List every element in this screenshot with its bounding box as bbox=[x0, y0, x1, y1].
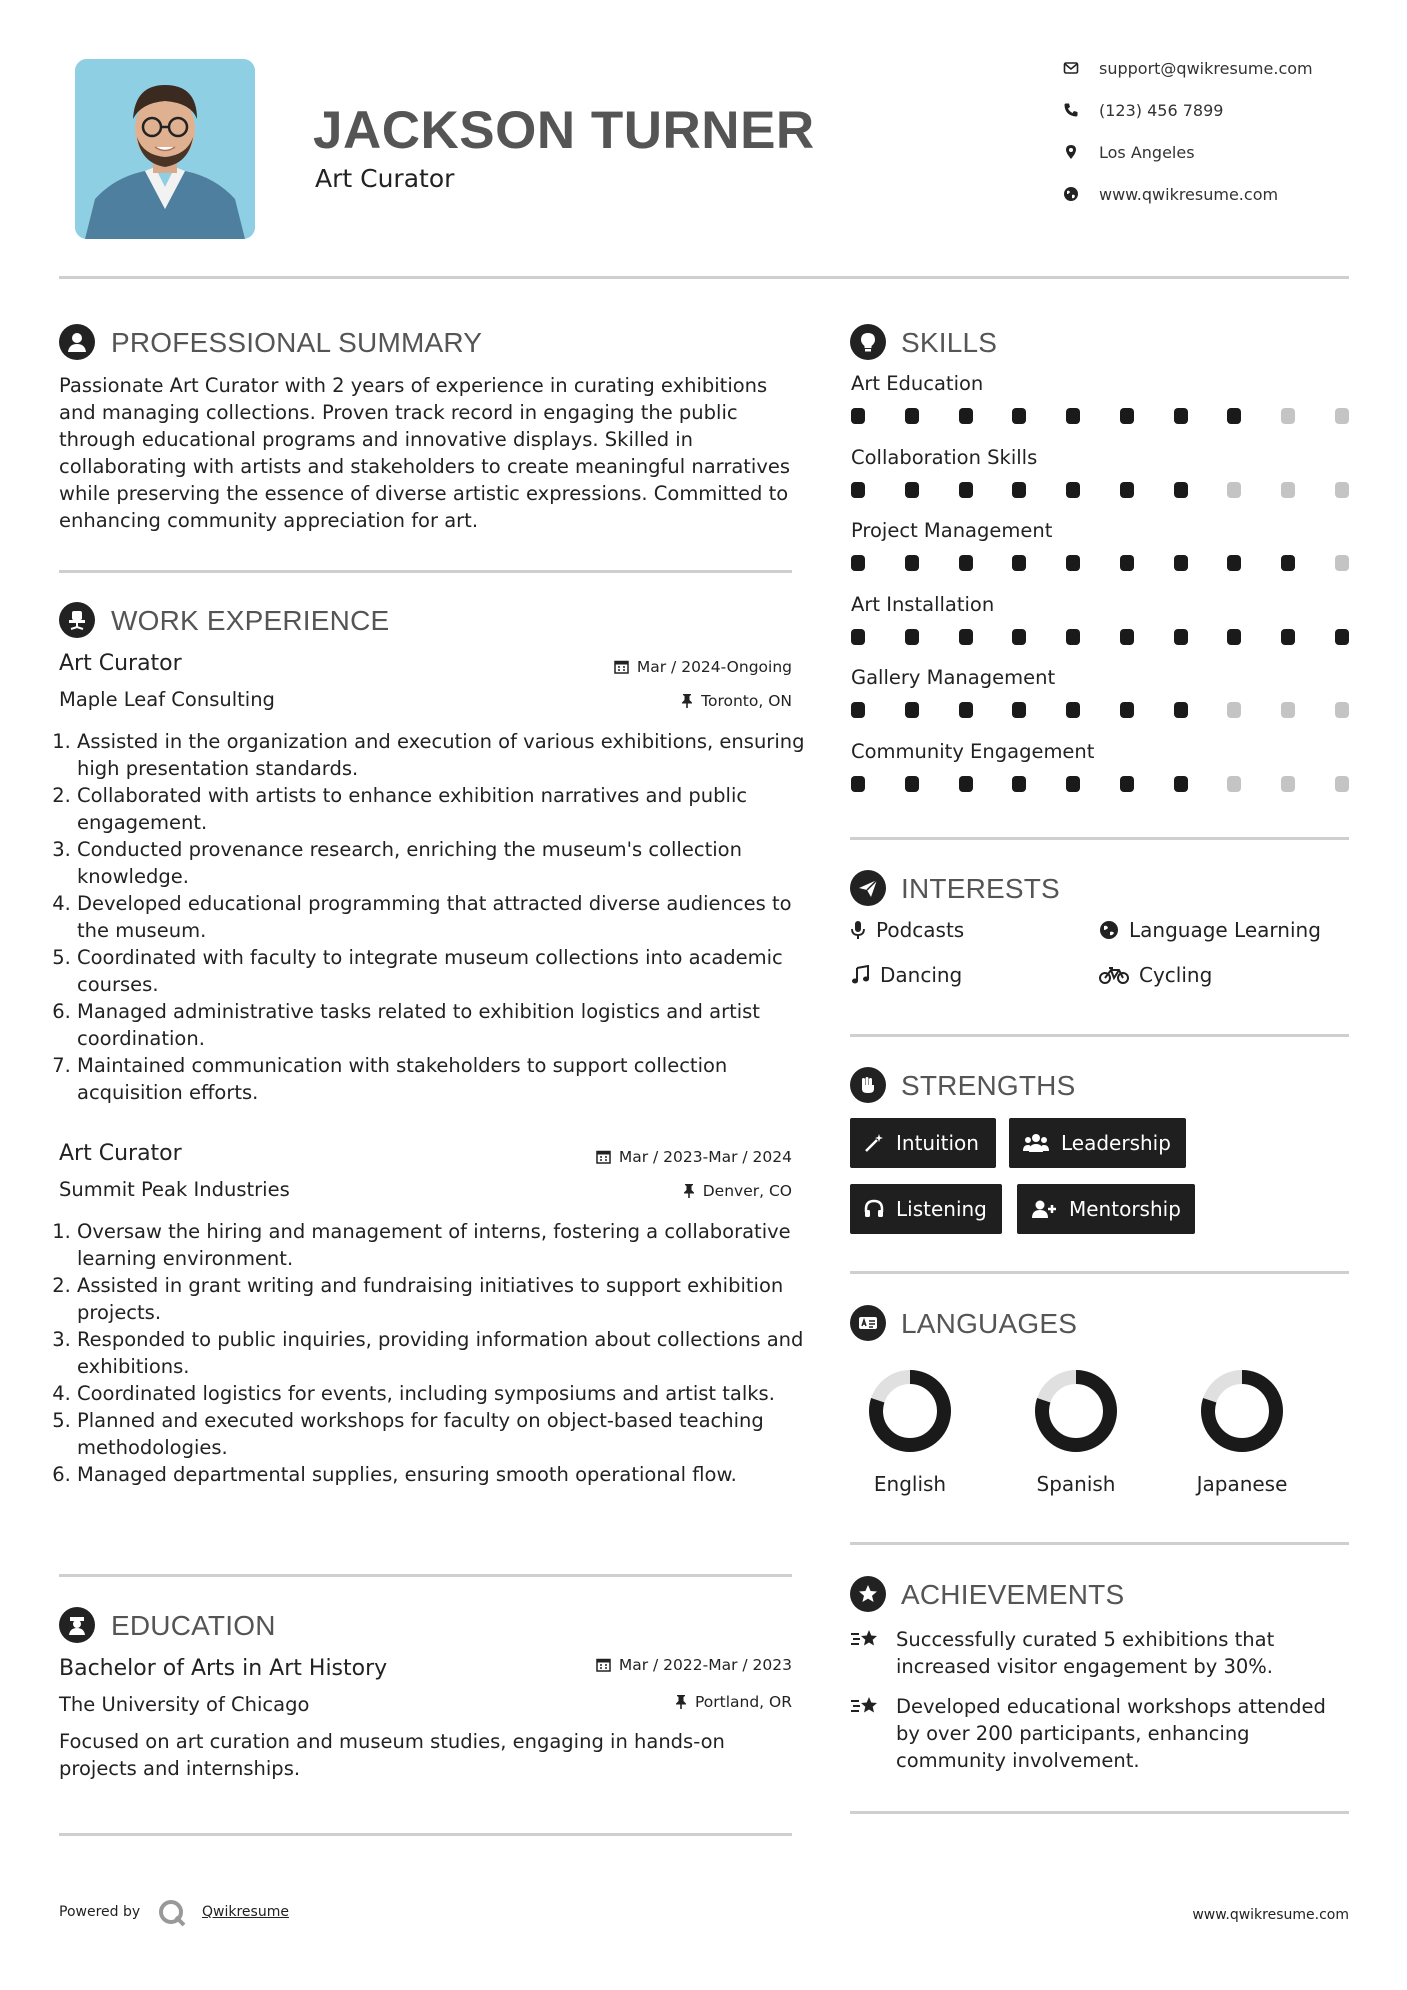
lightbulb-icon bbox=[850, 324, 886, 360]
footer-url[interactable]: www.qwikresume.com bbox=[1192, 1907, 1349, 1923]
summary-divider bbox=[59, 570, 792, 573]
skill-rating bbox=[851, 702, 1349, 718]
qwikresume-link[interactable]: Qwikresume bbox=[202, 1904, 289, 1920]
languages-divider bbox=[850, 1542, 1349, 1545]
rating-dot-empty bbox=[1281, 408, 1295, 424]
header-divider bbox=[59, 276, 1349, 279]
user-plus-icon bbox=[1031, 1199, 1057, 1219]
rating-dot-filled bbox=[1174, 408, 1188, 424]
rating-dot-empty bbox=[1227, 702, 1241, 718]
rating-dot-filled bbox=[1227, 408, 1241, 424]
languages-heading: LANGUAGES bbox=[901, 1308, 1078, 1339]
interests-divider bbox=[850, 1034, 1349, 1037]
list-item: 1. Oversaw the hiring and management of interns, fostering a collaborative learning environment. bbox=[77, 1218, 812, 1272]
calendar-icon bbox=[614, 659, 629, 674]
contact-location-text: Los Angeles bbox=[1099, 143, 1195, 162]
education-dates bbox=[540, 1656, 792, 1674]
job-1-dates bbox=[560, 658, 792, 676]
raised-fist-icon bbox=[850, 1067, 886, 1103]
user-circle-icon bbox=[59, 324, 95, 360]
list-item: 3. Responded to public inquiries, providing information about collections and exhibitions. bbox=[77, 1326, 812, 1380]
list-item: 6. Managed departmental supplies, ensuring smooth operational flow. bbox=[77, 1461, 812, 1488]
language-proficiency-ring bbox=[1197, 1366, 1287, 1456]
interest-label: Podcasts bbox=[876, 918, 965, 942]
interest-cycling bbox=[1099, 963, 1212, 987]
contact-phone-text: (123) 456 7899 bbox=[1099, 101, 1224, 120]
rating-dot-filled bbox=[1174, 776, 1188, 792]
skill-name: Community Engagement bbox=[851, 740, 1095, 763]
list-item: 6. Managed administrative tasks related to exhibition logistics and artist coordination. bbox=[77, 998, 812, 1052]
powered-by-label: Powered by bbox=[59, 1904, 141, 1920]
rating-dot-filled bbox=[1012, 629, 1026, 645]
list-item: 5. Coordinated with faculty to integrate museum collections into academic courses. bbox=[77, 944, 812, 998]
pushpin-icon bbox=[683, 1183, 695, 1198]
rating-dot-filled bbox=[905, 702, 919, 718]
rating-dot-filled bbox=[905, 555, 919, 571]
education-location-text: Portland, OR bbox=[694, 1693, 792, 1711]
job-2-company: Summit Peak Industries bbox=[59, 1178, 290, 1201]
candidate-title: Art Curator bbox=[315, 164, 455, 193]
skill-rating bbox=[851, 555, 1349, 571]
education-divider bbox=[59, 1833, 792, 1836]
skill-name: Art Installation bbox=[851, 593, 995, 616]
rating-dot-empty bbox=[1335, 555, 1349, 571]
paper-plane-icon bbox=[850, 870, 886, 906]
rating-dot-empty bbox=[1227, 776, 1241, 792]
job-1-location bbox=[560, 692, 792, 710]
rating-dot-filled bbox=[1120, 555, 1134, 571]
rating-dot-filled bbox=[959, 555, 973, 571]
rating-dot-filled bbox=[1174, 702, 1188, 718]
map-pin-icon bbox=[1063, 144, 1079, 160]
rating-dot-filled bbox=[1066, 629, 1080, 645]
bicycle-icon bbox=[1099, 965, 1129, 985]
rating-dot-filled bbox=[1281, 555, 1295, 571]
strength-label: Listening bbox=[896, 1197, 987, 1221]
summary-text: Passionate Art Curator with 2 years of experience in curating exhibitions and managing collections. Proven track record in engaging the public through educational programs and innovative displays. Skilled in collaborating with artists and stakeholders to create meaningful narratives while preserving the essence of diverse artistic expressions. Committed to enhancing community appreciation for art. bbox=[59, 374, 791, 532]
language-name: English bbox=[873, 1472, 947, 1496]
achievements-heading: ACHIEVEMENTS bbox=[901, 1579, 1125, 1610]
interest-language-learning bbox=[1099, 918, 1321, 942]
rating-dot-filled bbox=[905, 776, 919, 792]
list-item: 2. Collaborated with artists to enhance exhibition narratives and public engagement. bbox=[77, 782, 812, 836]
contact-website-text: www.qwikresume.com bbox=[1099, 185, 1279, 204]
strength-label: Mentorship bbox=[1069, 1197, 1181, 1221]
job-2-dates-text: Mar / 2023-Mar / 2024 bbox=[618, 1148, 792, 1166]
rating-dot-filled bbox=[1174, 555, 1188, 571]
list-item: 7. Maintained communication with stakeholders to support collection acquisition efforts. bbox=[77, 1052, 812, 1106]
strength-label: Leadership bbox=[1061, 1131, 1171, 1155]
list-item: 4. Developed educational programming that attracted diverse audiences to the museum. bbox=[77, 890, 812, 944]
rating-dot-filled bbox=[1120, 702, 1134, 718]
interest-label: Cycling bbox=[1139, 963, 1213, 987]
job-2-location bbox=[560, 1182, 792, 1200]
language-proficiency-ring bbox=[865, 1366, 955, 1456]
job-2-dates bbox=[540, 1148, 792, 1166]
strength-listening bbox=[850, 1184, 1002, 1234]
skill-name: Project Management bbox=[851, 519, 1053, 542]
interest-dancing bbox=[850, 963, 962, 987]
achievement-text: Successfully curated 5 exhibitions that increased visitor engagement by 30%. bbox=[896, 1628, 1275, 1678]
language-name: Japanese bbox=[1196, 1472, 1288, 1496]
rating-dot-empty bbox=[1335, 702, 1349, 718]
phone-icon bbox=[1063, 102, 1079, 118]
rating-dot-filled bbox=[905, 482, 919, 498]
strength-leadership bbox=[1009, 1118, 1186, 1168]
rating-dot-filled bbox=[1012, 555, 1026, 571]
education-heading: EDUCATION bbox=[111, 1610, 276, 1641]
rating-dot-filled bbox=[851, 702, 865, 718]
contact-email-text: support@qwikresume.com bbox=[1099, 59, 1313, 78]
candidate-name: JACKSON TURNER bbox=[313, 101, 815, 160]
list-item: 1. Assisted in the organization and execution of various exhibitions, ensuring high presentation standards. bbox=[77, 728, 812, 782]
calendar-icon bbox=[596, 1657, 611, 1672]
skill-rating bbox=[851, 776, 1349, 792]
rating-dot-filled bbox=[1120, 408, 1134, 424]
rating-dot-filled bbox=[851, 629, 865, 645]
education-degree: Bachelor of Arts in Art History bbox=[59, 1656, 388, 1681]
rating-dot-empty bbox=[1335, 776, 1349, 792]
skill-rating bbox=[851, 629, 1349, 645]
interest-label: Language Learning bbox=[1129, 918, 1321, 942]
rating-dot-filled bbox=[959, 629, 973, 645]
rating-dot-filled bbox=[1012, 776, 1026, 792]
strength-label: Intuition bbox=[896, 1131, 979, 1155]
strengths-divider bbox=[850, 1271, 1349, 1274]
rating-dot-filled bbox=[1120, 776, 1134, 792]
job-2-bullets bbox=[59, 1218, 812, 1488]
list-item: 4. Coordinated logistics for events, including symposiums and artist talks. bbox=[77, 1380, 812, 1407]
rating-dot-filled bbox=[1066, 702, 1080, 718]
shooting-star-icon bbox=[850, 1626, 882, 1652]
rating-dot-filled bbox=[959, 776, 973, 792]
job-1-location-text: Toronto, ON bbox=[701, 692, 792, 710]
rating-dot-filled bbox=[1066, 776, 1080, 792]
magic-wand-icon bbox=[864, 1133, 884, 1153]
graduate-icon bbox=[59, 1607, 95, 1643]
briefcase-chair-icon bbox=[59, 602, 95, 638]
qwikresume-logo-icon bbox=[157, 1898, 187, 1928]
language-name: Spanish bbox=[1036, 1472, 1116, 1496]
skill-rating bbox=[851, 408, 1349, 424]
interests-heading: INTERESTS bbox=[901, 873, 1060, 904]
rating-dot-filled bbox=[1120, 482, 1134, 498]
list-item: 2. Assisted in grant writing and fundraising initiatives to support exhibition projects. bbox=[77, 1272, 812, 1326]
rating-dot-filled bbox=[851, 408, 865, 424]
rating-dot-empty bbox=[1281, 776, 1295, 792]
rating-dot-filled bbox=[1066, 555, 1080, 571]
rating-dot-filled bbox=[851, 776, 865, 792]
interest-label: Dancing bbox=[880, 963, 963, 987]
rating-dot-empty bbox=[1227, 482, 1241, 498]
job-1-company: Maple Leaf Consulting bbox=[59, 688, 275, 711]
globe-icon bbox=[1099, 920, 1119, 940]
rating-dot-filled bbox=[1174, 482, 1188, 498]
experience-divider bbox=[59, 1574, 792, 1577]
mail-icon bbox=[1063, 60, 1079, 76]
shooting-star-icon bbox=[850, 1693, 882, 1719]
skill-rating bbox=[851, 482, 1349, 498]
users-icon bbox=[1023, 1133, 1049, 1153]
language-card-icon bbox=[850, 1305, 886, 1341]
rating-dot-empty bbox=[1281, 702, 1295, 718]
language-proficiency-ring bbox=[1031, 1366, 1121, 1456]
headphones-icon bbox=[864, 1199, 884, 1219]
job-2-title: Art Curator bbox=[59, 1141, 182, 1166]
skill-name: Gallery Management bbox=[851, 666, 1056, 689]
rating-dot-filled bbox=[959, 408, 973, 424]
rating-dot-filled bbox=[905, 408, 919, 424]
job-1-title: Art Curator bbox=[59, 651, 182, 676]
rating-dot-filled bbox=[959, 702, 973, 718]
rating-dot-filled bbox=[1066, 408, 1080, 424]
interest-podcasts bbox=[850, 918, 964, 942]
education-location bbox=[560, 1693, 792, 1711]
rating-dot-filled bbox=[1281, 629, 1295, 645]
skills-divider bbox=[850, 837, 1349, 840]
strength-intuition bbox=[850, 1118, 996, 1168]
calendar-icon bbox=[596, 1149, 611, 1164]
rating-dot-filled bbox=[851, 482, 865, 498]
rating-dot-filled bbox=[1066, 482, 1080, 498]
summary-heading: PROFESSIONAL SUMMARY bbox=[111, 327, 483, 358]
skill-name: Art Education bbox=[851, 372, 984, 395]
rating-dot-filled bbox=[1227, 629, 1241, 645]
education-school: The University of Chicago bbox=[59, 1693, 310, 1716]
education-description: Focused on art curation and museum studies, engaging in hands-on projects and internships. bbox=[59, 1730, 725, 1780]
microphone-icon bbox=[850, 920, 866, 940]
experience-heading: WORK EXPERIENCE bbox=[111, 605, 390, 636]
rating-dot-filled bbox=[1335, 629, 1349, 645]
rating-dot-filled bbox=[1174, 629, 1188, 645]
rating-dot-filled bbox=[1120, 629, 1134, 645]
education-dates-text: Mar / 2022-Mar / 2023 bbox=[618, 1656, 792, 1674]
music-note-icon bbox=[850, 965, 870, 985]
globe-icon bbox=[1063, 186, 1079, 202]
job-1-dates-text: Mar / 2024-Ongoing bbox=[636, 658, 792, 676]
rating-dot-filled bbox=[905, 629, 919, 645]
skills-heading: SKILLS bbox=[901, 327, 998, 358]
profile-photo bbox=[75, 59, 255, 239]
achievements-divider bbox=[850, 1811, 1349, 1814]
rating-dot-filled bbox=[959, 482, 973, 498]
rating-dot-filled bbox=[851, 555, 865, 571]
pushpin-icon bbox=[675, 1694, 687, 1709]
rating-dot-filled bbox=[1227, 555, 1241, 571]
skill-name: Collaboration Skills bbox=[851, 446, 1038, 469]
rating-dot-filled bbox=[1012, 702, 1026, 718]
list-item: 5. Planned and executed workshops for faculty on object-based teaching methodologies. bbox=[77, 1407, 812, 1461]
list-item: 3. Conducted provenance research, enriching the museum's collection knowledge. bbox=[77, 836, 812, 890]
job-1-bullets bbox=[59, 728, 812, 1106]
rating-dot-filled bbox=[1012, 482, 1026, 498]
rating-dot-empty bbox=[1281, 482, 1295, 498]
pushpin-icon bbox=[681, 693, 693, 708]
rating-dot-empty bbox=[1335, 408, 1349, 424]
rating-dot-filled bbox=[1012, 408, 1026, 424]
strength-mentorship bbox=[1017, 1184, 1195, 1234]
star-badge-icon bbox=[850, 1576, 886, 1612]
rating-dot-empty bbox=[1335, 482, 1349, 498]
job-2-location-text: Denver, CO bbox=[702, 1182, 792, 1200]
strengths-heading: STRENGTHS bbox=[901, 1070, 1076, 1101]
achievement-text: Developed educational workshops attended by over 200 participants, enhancing community involvement. bbox=[896, 1695, 1326, 1772]
